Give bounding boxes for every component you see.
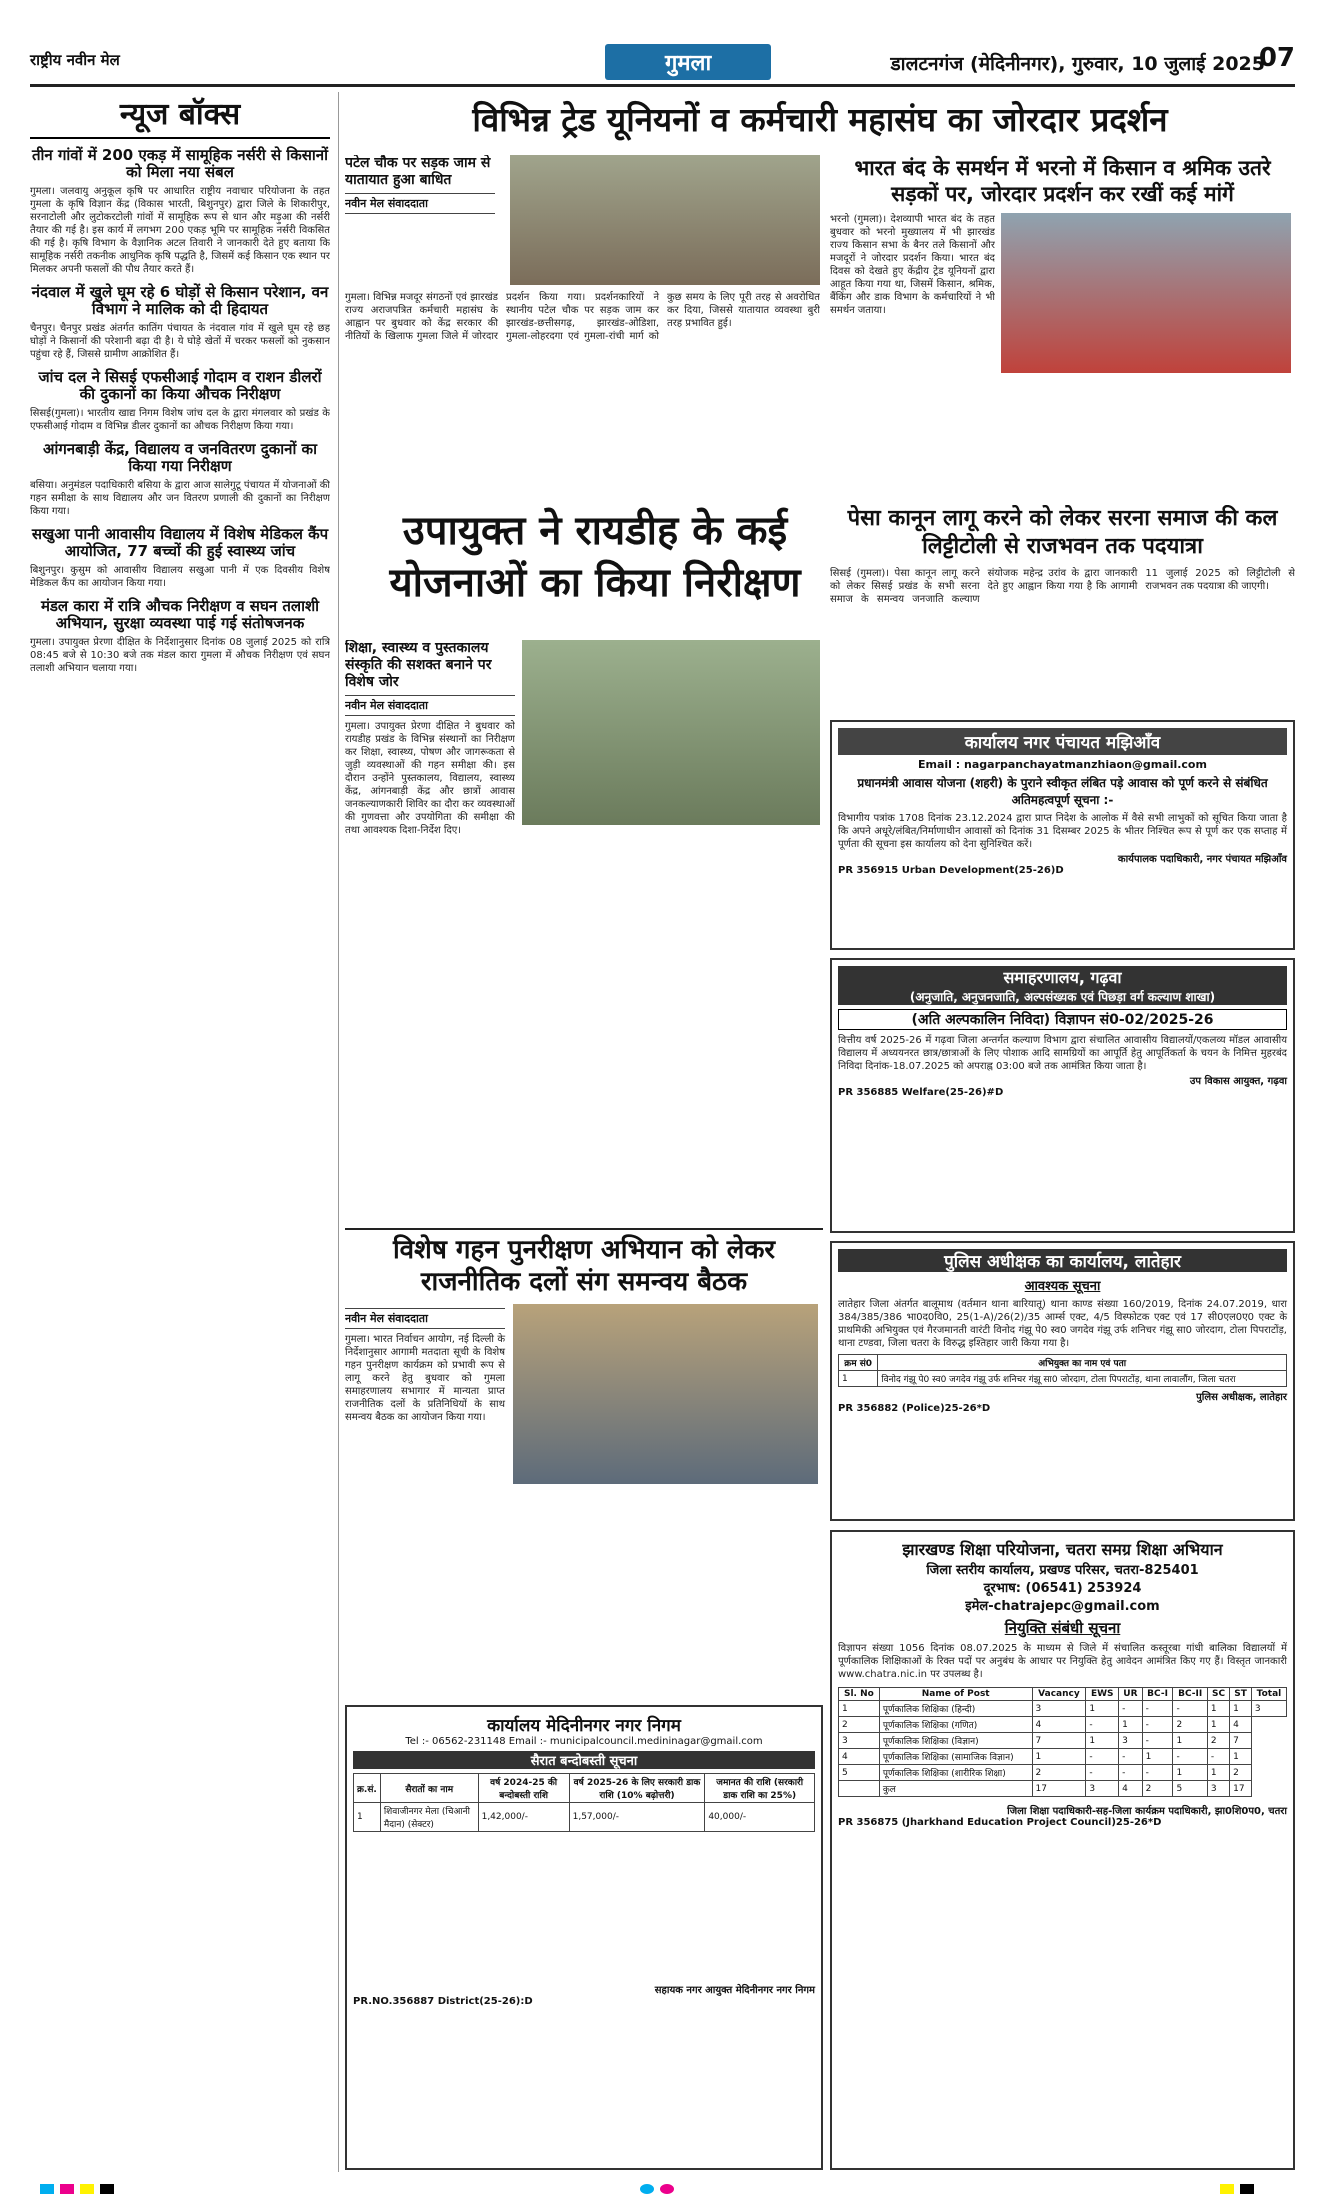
chatra-td: 3 — [1086, 1781, 1119, 1797]
sir-meeting-body: गुमला। भारत निर्वाचन आयोग, नई दिल्ली के निर्देशानुसार आगामी मतदाता सूची के विशेष गहन पुनरीक्षण कार्यक्रम को प्रभावी रूप से लागू करने हेतु बुधवार को गुमला समाहरणालय सभागार में मान्यता प्राप्त राजनीतिक दलों के प्रतिनिधियों के साथ समन्वय बैठक का आयोजन किया गया। — [345, 1334, 505, 1423]
sir-meeting-headline: विशेष गहन पुनरीक्षण अभियान को लेकर राजनीतिक दलों संग समन्वय बैठक — [392, 1235, 776, 1297]
chatra-th: BC-II — [1173, 1688, 1207, 1701]
chatra-td: 1 — [1032, 1749, 1086, 1765]
medininagar-subject: सैरात बन्दोबस्ती सूचना — [353, 1751, 815, 1769]
latehar-td-2: विनोद गंझू पे0 स्व0 जगदेव गंझू उर्फ शनिचर गंझू सा0 जोरदाग, टोला पिपराटोंड़, थाना लावालौंग, जिला चतरा — [878, 1371, 1287, 1387]
medininagar-notice — [345, 1705, 823, 2170]
majhiaon-email: Email : nagarpanchayatmanzhiaon@gmail.com — [918, 758, 1207, 771]
table-row — [839, 1733, 1287, 1749]
news-item-headline: तीन गांवों में 200 एकड़ में सामूहिक नर्सरी से किसानों को मिला नया संबल — [31, 146, 329, 181]
registration-mark — [1240, 2184, 1254, 2194]
news-item-headline: जांच दल ने सिसई एफसीआई गोदाम व राशन डीलरों की दुकानों का किया औचक निरीक्षण — [38, 368, 322, 403]
chatra-sub: जिला स्तरीय कार्यालय, प्रखण्ड परिसर, चतरा-825401 — [926, 1563, 1199, 1578]
latehar-subject: आवश्यक सूचना — [1024, 1279, 1101, 1294]
dc-inspection-bullet: शिक्षा, स्वास्थ्य व पुस्तकालय संस्कृति की सशक्त बनाने पर विशेष जोर — [345, 640, 492, 690]
chatra-td: - — [1173, 1749, 1207, 1765]
news-box-column — [30, 92, 330, 2172]
chatra-td: 1 — [1173, 1765, 1207, 1781]
chatra-td: 1 — [1230, 1749, 1252, 1765]
trade-union-article — [345, 155, 820, 495]
medininagar-tel: Tel :- 06562-231148 Email :- municipalcouncil.medininagar@gmail.com — [405, 1736, 763, 1747]
chatra-td: - — [1173, 1701, 1207, 1717]
table-row — [839, 1765, 1287, 1781]
dc-inspection-headline-box — [370, 505, 820, 625]
chatra-td: 4 — [839, 1749, 880, 1765]
chatra-td: 3 — [1207, 1781, 1229, 1797]
chatra-td: - — [1207, 1749, 1229, 1765]
bharat-bandh-article — [830, 155, 1295, 495]
chatra-th: SC — [1207, 1688, 1229, 1701]
medininagar-table — [353, 1773, 815, 1832]
page-header — [30, 40, 1295, 87]
chatra-phone: दूरभाष: (06541) 253924 — [983, 1581, 1142, 1596]
chatra-td: पूर्णकालिक शिक्षिका (हिन्दी) — [879, 1701, 1032, 1717]
table-row — [839, 1749, 1287, 1765]
chatra-td: 1 — [1207, 1765, 1229, 1781]
registration-mark — [1220, 2184, 1234, 2194]
dc-inspection-body-continued — [522, 835, 820, 1215]
chatra-notice — [830, 1530, 1295, 2170]
news-box-title: न्यूज बॉक्स — [30, 92, 330, 139]
chatra-td: - — [1142, 1701, 1173, 1717]
medininagar-th: जमानत की राशि (सरकारी डाक राशि का 25%) — [705, 1774, 815, 1803]
chatra-th: Name of Post — [879, 1688, 1032, 1701]
table-row — [839, 1701, 1287, 1717]
chatra-td: 1 — [1086, 1733, 1119, 1749]
dc-inspection-left — [345, 640, 515, 1240]
sir-meeting-byline: नवीन मेल संवाददाता — [345, 1308, 505, 1329]
chatra-td: 2 — [1207, 1733, 1229, 1749]
medininagar-pr: PR.NO.356887 District(25-26):D — [353, 1996, 533, 2007]
chatra-td: 3 — [1251, 1701, 1286, 1717]
news-item-headline: सखुआ पानी आवासीय विद्यालय में विशेष मेडिकल कैंप आयोजित, 77 बच्चों की हुई स्वास्थ्य जांच — [31, 525, 329, 560]
chatra-td: 1 — [1230, 1701, 1252, 1717]
chatra-title: झारखण्ड शिक्षा परियोजना, चतरा समग्र शिक्षा अभियान — [902, 1540, 1223, 1559]
medininagar-th: क्र.सं. — [354, 1774, 381, 1803]
garhwa-tender — [830, 958, 1295, 1233]
top-headline-text: विभिन्न ट्रेड यूनियनों व कर्मचारी महासंघ का जोरदार प्रदर्शन — [472, 100, 1168, 139]
chatra-th: Vacancy — [1032, 1688, 1086, 1701]
news-item-body: चैनपुर। चैनपुर प्रखंड अंतर्गत कातिंग पंचायत के नंदवाल गांव में खुले घूम रहे छह घोड़ों ने किसानों की परेशानी बढ़ा दी है। ये घोड़े खेतों में चरकर फसलों को नुकसान पहुंचा रहे हैं, जिससे ग्रामीण आक्रोशित हैं। — [30, 323, 330, 360]
news-item-headline: मंडल कारा में रात्रि औचक निरीक्षण व सघन तलाशी अभियान, सुरक्षा व्यवस्था पाई गई संतोषजनक — [40, 597, 320, 632]
news-item-body: बिशुनपुर। कुसुम को आवासीय विद्यालय सखुआ पानी में एक दिवसीय विशेष मेडिकल कैंप का आयोजन किया गया। — [30, 565, 330, 589]
chatra-td: 1 — [1173, 1733, 1207, 1749]
chatra-td: कुल — [879, 1781, 1032, 1797]
news-item-body: बसिया। अनुमंडल पदाधिकारी बसिया के द्वारा आज सालेगुटू पंचायत में योजनाओं की गहन समीक्षा के साथ विद्यालय और जन वितरण प्रणाली की दुकानों का निरीक्षण किया गया। — [30, 480, 330, 517]
sir-meeting-article — [345, 1228, 823, 1700]
chatra-td: पूर्णकालिक शिक्षिका (सामाजिक विज्ञान) — [879, 1749, 1032, 1765]
medininagar-title: कार्यालय मेदिनीनगर नगर निगम — [487, 1716, 681, 1736]
chatra-td: 4 — [1119, 1781, 1143, 1797]
chatra-td: - — [1086, 1765, 1119, 1781]
trade-union-byline: नवीन मेल संवाददाता — [345, 193, 495, 214]
chatra-td: 5 — [1173, 1781, 1207, 1797]
chatra-td: 4 — [1230, 1717, 1252, 1733]
garhwa-signer: उप विकास आयुक्त, गढ़वा — [1189, 1076, 1287, 1087]
news-item-body: गुमला। उपायुक्त प्रेरणा दीक्षित के निर्देशानुसार दिनांक 08 जुलाई 2025 को रात्रि 08:45 बजे से 10:30 बजे तक मंडल कारा गुमला में औचक निरीक्षण एवं सघन तलाशी अभियान चलाया गया। — [30, 637, 330, 674]
news-item-body: गुमला। जलवायु अनुकूल कृषि पर आधारित राष्ट्रीय नवाचार परियोजना के तहत गुमला के कृषि विज्ञान केंद्र (विकास भारती, बिशुनपुर) द्वारा जिले के शिकारीपुर, सरनाटोली और लुटोकरटोली गांवों में सामूहिक रूप से धान और मड़ुआ की नर्सरी तैयार की गई है। इस कार्य में लगभग 200 एकड़ भूमि पर सामूहिक नर्सरी विकसित की गई है। कृषि विभाग के वैज्ञानिक अटल तिवारी ने जानकारी देते हुए बताया कि सामूहिक नर्सरी तकनीक आधुनिक कृषि पद्धति है, जिसमें कई किसान एक स्थान पर मिलकर अपनी फसलों की पौध तैयार करते हैं। — [30, 186, 330, 275]
chatra-td: - — [1119, 1701, 1143, 1717]
trade-union-bullet: पटेल चौक पर सड़क जाम से यातायात हुआ बाधित — [345, 155, 491, 188]
latehar-pr: PR 356882 (Police)25-26*D — [838, 1403, 991, 1414]
chatra-td: 4 — [1032, 1717, 1086, 1733]
section-label: गुमला — [605, 44, 771, 80]
majhiaon-notice — [830, 720, 1295, 950]
chatra-td: 2 — [839, 1717, 880, 1733]
trade-union-sidebar — [345, 155, 495, 218]
majhiaon-subject: प्रधानमंत्री आवास योजना (शहरी) के पुराने स्वीकृत लंबित पड़े आवास को पूर्ण करने से संबंधित अतिमहत्वपूर्ण सूचना :- — [857, 776, 1268, 807]
sarna-headline: पेसा कानून लागू करने को लेकर सरना समाज की कल लिट्टीटोली से राजभवन तक पदयात्रा — [847, 506, 1278, 559]
medininagar-signer: सहायक नगर आयुक्त मेदिनीनगर नगर निगम — [654, 1985, 815, 1996]
majhiaon-title: कार्यालय नगर पंचायत मझिआँव — [838, 728, 1287, 755]
page-number: 07 — [1258, 43, 1295, 73]
chatra-td: 1 — [1207, 1717, 1229, 1733]
sarna-body: सिसई (गुमला)। पेसा कानून लागू करने को लेकर सिसई प्रखंड के सभी सरना समाज के समन्वय जनजाति कल्याण संयोजक महेन्द्र उरांव के द्वारा जानकारी देते हुए आह्वान किया गया है कि आगामी 11 जुलाई 2025 को लिट्टीटोली से राजभवन तक पदयात्रा की जाएगी। — [830, 568, 1295, 605]
chatra-td: पूर्णकालिक शिक्षिका (शारीरिक शिक्षा) — [879, 1765, 1032, 1781]
chatra-subject: नियुक्ति संबंधी सूचना — [1004, 1619, 1121, 1637]
dc-inspection-headline: उपायुक्त ने रायडीह के कई योजनाओं का किया निरीक्षण — [389, 508, 801, 606]
chatra-td: 1 — [1142, 1749, 1173, 1765]
medininagar-td: 1,57,000/- — [569, 1803, 705, 1832]
latehar-body: लातेहार जिला अंतर्गत बालूमाथ (वर्तमान थाना बारियातू) थाना काण्ड संख्या 160/2019, दिनांक 24.07.2019, धारा 384/385/386 भा0द0वि0, 25(1-A)/26(2)/35 आर्म्स एक्ट, 4/5 विस्फोटक एक्ट एवं 17 सी0एल0ए0 एक्ट के प्राथमिकी अभियुक्त एवं गैरजमानती वारंटी विनोद गंझू पे0 स्व0 जगदेव गंझू उर्फ शनिचर गंझू सा0 जोरदाग, टोला पिपराटोंड़, थाना टण्डवा, जिला चतरा के विरुद्ध इश्तिहार जारी किया गया है। — [838, 1299, 1287, 1349]
chatra-td — [839, 1781, 880, 1797]
news-item-headline: नंदवाल में खुले घूम रहे 6 घोड़ों से किसान परेशान, वन विभाग ने मालिक को दी हिदायत — [31, 283, 329, 318]
latehar-title: पुलिस अधीक्षक का कार्यालय, लातेहार — [838, 1249, 1287, 1272]
chatra-th: UR — [1119, 1688, 1143, 1701]
chatra-signer: जिला शिक्षा पदाधिकारी-सह-जिला कार्यक्रम पदाधिकारी, झा0शि0प0, चतरा — [1007, 1806, 1287, 1817]
chatra-td: - — [1142, 1717, 1173, 1733]
news-item-headline: आंगनबाड़ी केंद्र, विद्यालय व जनवितरण दुकानों का किया गया निरीक्षण — [43, 440, 317, 475]
chatra-th: BC-I — [1142, 1688, 1173, 1701]
latehar-table — [838, 1354, 1287, 1387]
table-row — [839, 1781, 1287, 1797]
registration-mark — [60, 2184, 74, 2194]
chatra-td: पूर्णकालिक शिक्षिका (विज्ञान) — [879, 1733, 1032, 1749]
chatra-td: - — [1119, 1765, 1143, 1781]
chatra-td: 1 — [1119, 1717, 1143, 1733]
sarna-article — [830, 505, 1295, 715]
dc-inspection-body: गुमला। उपायुक्त प्रेरणा दीक्षित ने बुधवार को रायडीह प्रखंड के विभिन्न संस्थानों का निरीक्षण कर शिक्षा, स्वास्थ्य, पोषण और जागरूकता से जुड़ी व्यवस्थाओं की गहन समीक्षा की। इस दौरान उन्होंने पुस्तकालय, विद्यालय, स्वास्थ्य केंद्र, आंगनबाड़ी केंद्र और छात्रों आवास जनकल्याणकारी शिविर का दौरा कर व्यवस्थाओं की गुणवत्ता और उपयोगिता की समीक्षा की तथा आवश्यक दिशा-निर्देश दिए। — [345, 721, 515, 836]
chatra-pr: PR 356875 (Jharkhand Education Project Council)25-26*D — [838, 1817, 1162, 1828]
sir-meeting-photo — [513, 1304, 818, 1484]
chatra-body: विज्ञापन संख्या 1056 दिनांक 08.07.2025 के माध्यम से जिले में संचालित कस्तूरबा गांधी बालिका विद्यालयों में पूर्णकालिक शिक्षिकाओं के रिक्त पदों पर अनुबंध के आधार पर नियुक्ति हेतु आवेदन आमंत्रित किए गए हैं। विस्तृत जानकारी www.chatra.nic.in पर उपलब्ध है। — [838, 1643, 1287, 1680]
trade-union-body: गुमला। विभिन्न मजदूर संगठनों एवं झारखंड राज्य अराजपत्रित कर्मचारी महासंघ के आह्वान पर बुधवार को केंद्र सरकार की नीतियों के खिलाफ गुमला जिले में जोरदार प्रदर्शन किया गया। प्रदर्शनकारियों ने स्थानीय पटेल चौक पर सड़क जाम कर झारखंड-छत्तीसगढ़, झारखंड-ओडिशा, गुमला-लोहरदगा एवं गुमला-रांची मार्ग को कुछ समय के लिए पूरी तरह से अवरोधित कर दिया, जिससे यातायात व्यवस्था बुरी तरह प्रभावित हुई। — [345, 292, 820, 342]
latehar-signer: पुलिस अधीक्षक, लातेहार — [1196, 1392, 1287, 1403]
chatra-th: ST — [1230, 1688, 1252, 1701]
chatra-td: 1 — [839, 1701, 880, 1717]
latehar-td-1: 1 — [839, 1371, 878, 1387]
registration-mark — [660, 2184, 674, 2194]
bharat-bandh-body: भरनो (गुमला)। देशव्यापी भारत बंद के तहत बुधवार को भरनो मुख्यालय में भी झारखंड राज्य किसान सभा के बैनर तले किसानों और मजदूरों ने जोरदार प्रदर्शन किया। भारत बंद दिवस को देखते हुए केंद्रीय ट्रेड यूनियनों द्वारा आहूत किया गया था, जिसमें किसान, श्रमिक, बैंकिंग और डाक विभाग के कर्मचारियों ने भी समर्थन जताया। — [830, 214, 995, 316]
bharat-bandh-headline: भारत बंद के समर्थन में भरनो में किसान व श्रमिक उतरे सड़कों पर, जोरदार प्रदर्शन कर रखीं कई मांगें — [854, 156, 1271, 206]
latehar-th-1: क्रम सं0 — [839, 1355, 878, 1371]
medininagar-th: सैरातों का नाम — [380, 1774, 478, 1803]
chatra-td: 2 — [1230, 1765, 1252, 1781]
garhwa-body: वित्तीय वर्ष 2025-26 में गढ़वा जिला अन्तर्गत कल्याण विभाग द्वारा संचालित आवासीय विद्यालयों/एकलव्य मॉडल आवासीय विद्यालय में अध्ययनरत छात्र/छात्राओं के लिए पोशाक आदि सामग्रियों का आपूर्ति हेतु आपूर्तिकर्ता के चयन के निमित्त मुहरबंद निविदा दिनांक-18.07.2025 को अपराह्न 03:00 बजे तक आमंत्रित किया जाता है। — [838, 1035, 1287, 1072]
bharat-bandh-photo — [1001, 213, 1291, 373]
garhwa-title: समाहरणालय, गढ़वा — [838, 966, 1287, 988]
masthead: राष्ट्रीय नवीन मेल — [30, 51, 120, 69]
chatra-td: 7 — [1230, 1733, 1252, 1749]
chatra-td: पूर्णकालिक शिक्षिका (गणित) — [879, 1717, 1032, 1733]
registration-mark — [640, 2184, 654, 2194]
chatra-td: 3 — [839, 1733, 880, 1749]
chatra-td: - — [1142, 1733, 1173, 1749]
registration-mark — [80, 2184, 94, 2194]
garhwa-pr: PR 356885 Welfare(25-26)#D — [838, 1087, 1004, 1098]
majhiaon-signer: कार्यपालक पदाधिकारी, नगर पंचायत मझिआँव — [1117, 854, 1287, 865]
chatra-td: 2 — [1142, 1781, 1173, 1797]
latehar-th-2: अभियुक्त का नाम एवं पता — [878, 1355, 1287, 1371]
chatra-td: 17 — [1032, 1781, 1086, 1797]
medininagar-td: 1,42,000/- — [478, 1803, 569, 1832]
chatra-td: 3 — [1032, 1701, 1086, 1717]
chatra-td: 7 — [1032, 1733, 1086, 1749]
news-box-items — [30, 147, 330, 675]
medininagar-th: वर्ष 2025-26 के लिए सरकारी डाक राशि (10% बढ़ोत्तरी) — [569, 1774, 705, 1803]
latehar-notice — [830, 1241, 1295, 1521]
garhwa-dept: (अनुजाति, अनुजनजाति, अल्पसंख्यक एवं पिछड़ा वर्ग कल्याण शाखा) — [838, 988, 1287, 1005]
chatra-td: - — [1086, 1749, 1119, 1765]
registration-mark — [40, 2184, 54, 2194]
chatra-email: इमेल-chatrajepc@gmail.com — [965, 1599, 1160, 1614]
table-row — [839, 1717, 1287, 1733]
chatra-td: 17 — [1230, 1781, 1252, 1797]
chatra-td: - — [1086, 1717, 1119, 1733]
dc-inspection-photo — [522, 640, 820, 825]
chatra-td: 2 — [1032, 1765, 1086, 1781]
column-divider — [338, 92, 339, 2172]
medininagar-th: वर्ष 2024-25 की बन्दोबस्ती राशि — [478, 1774, 569, 1803]
chatra-th: Total — [1251, 1688, 1286, 1701]
medininagar-td: शिवाजीनगर मेला (चिआनी मैदान) (सेक्टर) — [380, 1803, 478, 1832]
dateline: डालटनगंज (मेदिनीनगर), गुरुवार, 10 जुलाई 2025 — [890, 53, 1265, 75]
garhwa-subject: (अति अल्पकालिन निविदा) विज्ञापन सं0-02/2025-26 — [838, 1009, 1287, 1030]
chatra-td: 1 — [1207, 1701, 1229, 1717]
chatra-td: 2 — [1173, 1717, 1207, 1733]
news-item-body: सिसई(गुमला)। भारतीय खाद्य निगम विशेष जांच दल के द्वारा मंगलवार को प्रखंड के एफसीआई गोदाम व विभिन्न डीलर दुकानों का औचक निरीक्षण किया गया। — [30, 408, 330, 432]
medininagar-td: 1 — [354, 1803, 381, 1832]
chatra-td: 3 — [1119, 1733, 1143, 1749]
chatra-th: EWS — [1086, 1688, 1119, 1701]
dc-inspection-byline: नवीन मेल संवाददाता — [345, 695, 515, 716]
chatra-td: 5 — [839, 1765, 880, 1781]
chatra-td: - — [1119, 1749, 1143, 1765]
chatra-vacancy-table — [838, 1687, 1287, 1797]
protest-photo — [510, 155, 820, 285]
medininagar-td: 40,000/- — [705, 1803, 815, 1832]
chatra-td: 1 — [1086, 1701, 1119, 1717]
majhiaon-body: विभागीय पत्रांक 1708 दिनांक 23.12.2024 द्वारा प्राप्त निदेश के आलोक में वैसे सभी लाभुकों को सूचित किया जाता है कि अपने अधूरे/लंबित/निर्माणाधीन आवासों को दिनांक 31 दिसम्बर 2025 के भीतर निश्चित रूप से पूर्ण कर एक सप्ताह में पूर्णता की सूचना इस कार्यालय को देना सुनिश्चित करें। — [838, 813, 1287, 850]
chatra-th: Sl. No — [839, 1688, 880, 1701]
chatra-td: - — [1142, 1765, 1173, 1781]
top-headline — [345, 96, 1295, 150]
registration-mark — [100, 2184, 114, 2194]
majhiaon-pr: PR 356915 Urban Development(25-26)D — [838, 865, 1064, 876]
